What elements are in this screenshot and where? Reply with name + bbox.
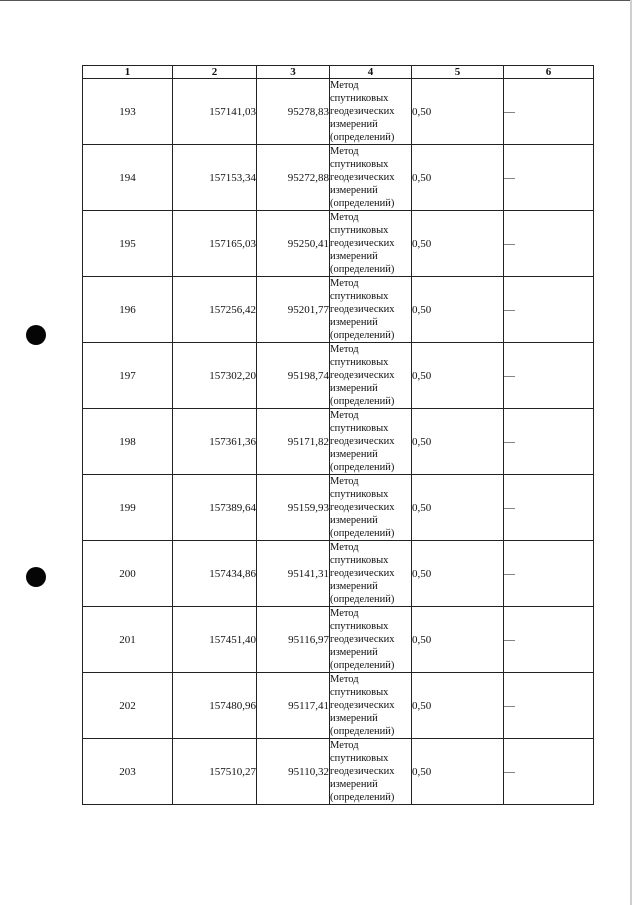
method-line: (определений) (330, 594, 395, 605)
y-coordinate-cell: 95272,88 (257, 145, 330, 211)
accuracy-cell: 0,50 (412, 277, 504, 343)
description-cell: — (504, 211, 594, 277)
description-cell: — (504, 673, 594, 739)
method-line: спутниковых (330, 291, 389, 302)
method-line: измерений (330, 317, 378, 328)
accuracy-cell: 0,50 (412, 409, 504, 475)
method-line: спутниковых (330, 159, 389, 170)
method-line: геодезических (330, 634, 395, 645)
col-header-3: 3 (257, 66, 330, 79)
x-coordinate-cell: 157451,40 (173, 607, 257, 673)
method-line: спутниковых (330, 687, 389, 698)
method-cell (330, 409, 412, 475)
header-row (83, 66, 594, 79)
y-coordinate-cell: 95198,74 (257, 343, 330, 409)
table-row (83, 607, 594, 673)
description-cell: — (504, 409, 594, 475)
x-coordinate-cell: 157302,20 (173, 343, 257, 409)
col-header-1: 1 (83, 66, 173, 79)
scan-edge-top (0, 0, 632, 1)
accuracy-cell: 0,50 (412, 145, 504, 211)
point-number-cell: 194 (83, 145, 173, 211)
description-cell: — (504, 475, 594, 541)
method-cell (330, 343, 412, 409)
description-cell: — (504, 541, 594, 607)
table-row (83, 145, 594, 211)
method-line: геодезических (330, 106, 395, 117)
col-header-2: 2 (173, 66, 257, 79)
y-coordinate-cell: 95250,41 (257, 211, 330, 277)
y-coordinate-cell: 95110,32 (257, 739, 330, 805)
method-line: спутниковых (330, 489, 389, 500)
method-line: (определений) (330, 660, 395, 671)
method-line: Метод (330, 740, 359, 751)
y-coordinate-cell: 95159,93 (257, 475, 330, 541)
x-coordinate-cell: 157141,03 (173, 79, 257, 145)
method-line: (определений) (330, 726, 395, 737)
method-line: спутниковых (330, 555, 389, 566)
point-number-cell: 201 (83, 607, 173, 673)
description-cell: — (504, 739, 594, 805)
method-line: геодезических (330, 436, 395, 447)
method-line: (определений) (330, 462, 395, 473)
method-cell (330, 607, 412, 673)
table-header (83, 66, 594, 79)
x-coordinate-cell: 157361,36 (173, 409, 257, 475)
method-cell (330, 277, 412, 343)
y-coordinate-cell: 95201,77 (257, 277, 330, 343)
accuracy-cell: 0,50 (412, 475, 504, 541)
method-cell (330, 541, 412, 607)
method-line: спутниковых (330, 225, 389, 236)
method-line: измерений (330, 515, 378, 526)
col-header-5: 5 (412, 66, 504, 79)
point-number-cell: 195 (83, 211, 173, 277)
method-line: Метод (330, 212, 359, 223)
method-line: (определений) (330, 198, 395, 209)
method-line: геодезических (330, 502, 395, 513)
table-row (83, 79, 594, 145)
method-line: измерений (330, 119, 378, 130)
method-line: спутниковых (330, 93, 389, 104)
x-coordinate-cell: 157389,64 (173, 475, 257, 541)
method-line: (определений) (330, 528, 395, 539)
x-coordinate-cell: 157256,42 (173, 277, 257, 343)
description-cell: — (504, 277, 594, 343)
method-line: (определений) (330, 264, 395, 275)
method-line: спутниковых (330, 423, 389, 434)
method-line: Метод (330, 476, 359, 487)
method-line: геодезических (330, 238, 395, 249)
description-cell: — (504, 607, 594, 673)
table-row (83, 739, 594, 805)
y-coordinate-cell: 95171,82 (257, 409, 330, 475)
point-number-cell: 196 (83, 277, 173, 343)
method-line: Метод (330, 278, 359, 289)
coordinates-table (82, 65, 594, 805)
accuracy-cell: 0,50 (412, 607, 504, 673)
table-row (83, 673, 594, 739)
point-number-cell: 198 (83, 409, 173, 475)
method-line: (определений) (330, 396, 395, 407)
method-line: измерений (330, 779, 378, 790)
x-coordinate-cell: 157153,34 (173, 145, 257, 211)
y-coordinate-cell: 95278,83 (257, 79, 330, 145)
method-line: Метод (330, 80, 359, 91)
method-line: Метод (330, 344, 359, 355)
table-row (83, 409, 594, 475)
table-body (83, 79, 594, 805)
method-line: Метод (330, 146, 359, 157)
method-line: геодезических (330, 172, 395, 183)
table-row (83, 541, 594, 607)
method-line: измерений (330, 647, 378, 658)
punch-hole-upper (26, 325, 46, 345)
table-row (83, 277, 594, 343)
col-header-4: 4 (330, 66, 412, 79)
method-line: измерений (330, 383, 378, 394)
accuracy-cell: 0,50 (412, 739, 504, 805)
method-line: геодезических (330, 370, 395, 381)
table-row (83, 343, 594, 409)
x-coordinate-cell: 157510,27 (173, 739, 257, 805)
table-row (83, 211, 594, 277)
method-line: Метод (330, 542, 359, 553)
method-line: спутниковых (330, 753, 389, 764)
table-row (83, 475, 594, 541)
description-cell: — (504, 145, 594, 211)
method-line: (определений) (330, 132, 395, 143)
method-line: геодезических (330, 304, 395, 315)
point-number-cell: 193 (83, 79, 173, 145)
method-line: Метод (330, 674, 359, 685)
y-coordinate-cell: 95117,41 (257, 673, 330, 739)
method-cell (330, 79, 412, 145)
method-line: измерений (330, 449, 378, 460)
method-cell (330, 145, 412, 211)
accuracy-cell: 0,50 (412, 79, 504, 145)
point-number-cell: 199 (83, 475, 173, 541)
method-cell (330, 673, 412, 739)
punch-hole-lower (26, 567, 46, 587)
method-line: геодезических (330, 766, 395, 777)
point-number-cell: 203 (83, 739, 173, 805)
method-line: измерений (330, 251, 378, 262)
accuracy-cell: 0,50 (412, 541, 504, 607)
y-coordinate-cell: 95116,97 (257, 607, 330, 673)
description-cell: — (504, 343, 594, 409)
point-number-cell: 202 (83, 673, 173, 739)
method-line: (определений) (330, 792, 395, 803)
method-line: геодезических (330, 700, 395, 711)
accuracy-cell: 0,50 (412, 211, 504, 277)
method-line: спутниковых (330, 357, 389, 368)
y-coordinate-cell: 95141,31 (257, 541, 330, 607)
method-cell (330, 475, 412, 541)
method-line: Метод (330, 410, 359, 421)
point-number-cell: 197 (83, 343, 173, 409)
method-cell (330, 211, 412, 277)
description-cell: — (504, 79, 594, 145)
method-cell (330, 739, 412, 805)
x-coordinate-cell: 157480,96 (173, 673, 257, 739)
method-line: измерений (330, 581, 378, 592)
point-number-cell: 200 (83, 541, 173, 607)
x-coordinate-cell: 157434,86 (173, 541, 257, 607)
method-line: Метод (330, 608, 359, 619)
method-line: (определений) (330, 330, 395, 341)
method-line: измерений (330, 713, 378, 724)
method-line: геодезических (330, 568, 395, 579)
accuracy-cell: 0,50 (412, 343, 504, 409)
method-line: измерений (330, 185, 378, 196)
x-coordinate-cell: 157165,03 (173, 211, 257, 277)
accuracy-cell: 0,50 (412, 673, 504, 739)
method-line: спутниковых (330, 621, 389, 632)
col-header-6: 6 (504, 66, 594, 79)
